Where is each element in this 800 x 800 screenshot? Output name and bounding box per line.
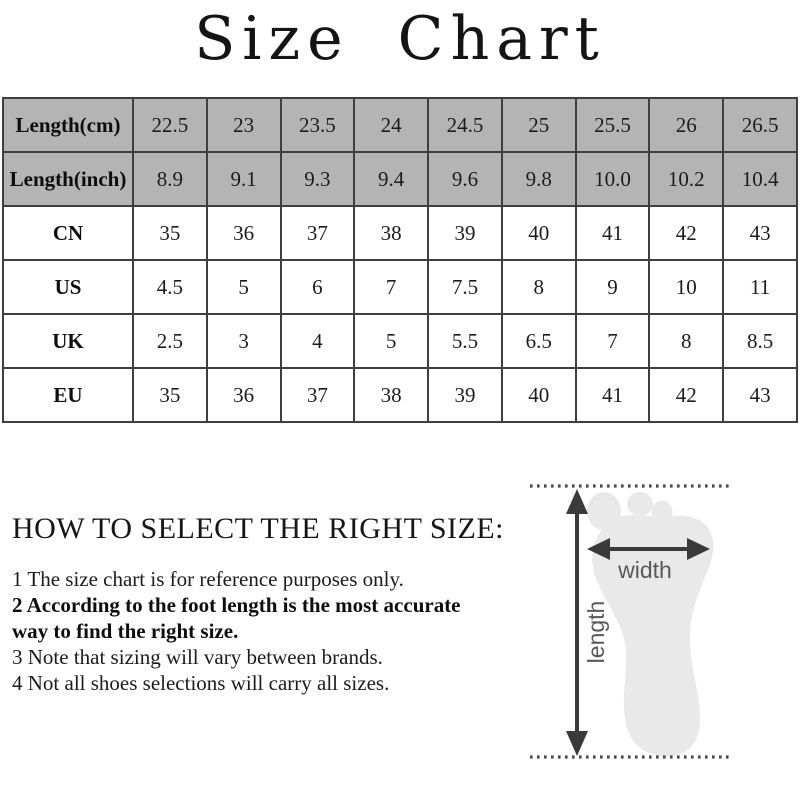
size-value-cell: 2.5 xyxy=(133,314,207,368)
size-value-cell: 43 xyxy=(723,368,797,422)
table-row xyxy=(3,152,797,206)
size-value-cell: 5.5 xyxy=(428,314,502,368)
foot-measure-diagram xyxy=(520,470,800,790)
size-value-cell: 9.6 xyxy=(428,152,502,206)
page-title: Size Chart xyxy=(194,4,606,74)
note-item: 1 The size chart is for reference purposes only. xyxy=(12,567,404,591)
size-value-cell: 10.4 xyxy=(723,152,797,206)
table-row xyxy=(3,98,797,152)
size-value-cell: 39 xyxy=(428,368,502,422)
size-value-cell: 37 xyxy=(281,206,355,260)
size-value-cell: 9 xyxy=(576,260,650,314)
notes-list xyxy=(12,566,464,696)
size-value-cell: 6.5 xyxy=(502,314,576,368)
size-value-cell: 4.5 xyxy=(133,260,207,314)
note-item: 3 Note that sizing will vary between brands. xyxy=(12,645,383,669)
size-value-cell: 39 xyxy=(428,206,502,260)
size-value-cell: 7 xyxy=(354,260,428,314)
size-table xyxy=(2,97,798,423)
size-value-cell: 38 xyxy=(354,206,428,260)
size-value-cell: 25.5 xyxy=(576,98,650,152)
row-label: Length(inch) xyxy=(3,152,133,206)
size-value-cell: 42 xyxy=(649,206,723,260)
size-value-cell: 22.5 xyxy=(133,98,207,152)
guide-section xyxy=(12,512,505,696)
width-label: width xyxy=(618,557,672,583)
size-value-cell: 8.9 xyxy=(133,152,207,206)
row-label: UK xyxy=(3,314,133,368)
size-value-cell: 40 xyxy=(502,206,576,260)
size-value-cell: 42 xyxy=(649,368,723,422)
size-value-cell: 9.8 xyxy=(502,152,576,206)
size-value-cell: 43 xyxy=(723,206,797,260)
size-value-cell: 23.5 xyxy=(281,98,355,152)
size-value-cell: 10.0 xyxy=(576,152,650,206)
size-value-cell: 8 xyxy=(502,260,576,314)
size-value-cell: 26 xyxy=(649,98,723,152)
size-value-cell: 40 xyxy=(502,368,576,422)
size-value-cell: 10 xyxy=(649,260,723,314)
size-value-cell: 41 xyxy=(576,206,650,260)
size-value-cell: 36 xyxy=(207,368,281,422)
length-label: length xyxy=(583,600,609,664)
note-item: 4 Not all shoes selections will carry all sizes. xyxy=(12,671,390,695)
row-label: Length(cm) xyxy=(3,98,133,152)
size-value-cell: 35 xyxy=(133,368,207,422)
size-value-cell: 23 xyxy=(207,98,281,152)
table-row xyxy=(3,368,797,422)
note-item: 2 According to the foot length is the most accurate way to find the right size. xyxy=(12,593,461,643)
table-row xyxy=(3,260,797,314)
size-value-cell: 38 xyxy=(354,368,428,422)
row-label: EU xyxy=(3,368,133,422)
size-value-cell: 5 xyxy=(207,260,281,314)
size-value-cell: 24.5 xyxy=(428,98,502,152)
size-value-cell: 7 xyxy=(576,314,650,368)
size-value-cell: 11 xyxy=(723,260,797,314)
size-value-cell: 24 xyxy=(354,98,428,152)
size-value-cell: 6 xyxy=(281,260,355,314)
size-value-cell: 3 xyxy=(207,314,281,368)
guide-heading: HOW TO SELECT THE RIGHT SIZE: xyxy=(12,512,505,545)
size-value-cell: 9.3 xyxy=(281,152,355,206)
size-value-cell: 9.4 xyxy=(354,152,428,206)
row-label: CN xyxy=(3,206,133,260)
size-value-cell: 4 xyxy=(281,314,355,368)
size-value-cell: 8 xyxy=(649,314,723,368)
size-value-cell: 10.2 xyxy=(649,152,723,206)
table-row xyxy=(3,206,797,260)
size-value-cell: 41 xyxy=(576,368,650,422)
size-value-cell: 36 xyxy=(207,206,281,260)
size-value-cell: 7.5 xyxy=(428,260,502,314)
size-table-body xyxy=(3,98,797,422)
size-value-cell: 37 xyxy=(281,368,355,422)
table-row xyxy=(3,314,797,368)
row-label: US xyxy=(3,260,133,314)
size-value-cell: 25 xyxy=(502,98,576,152)
size-value-cell: 35 xyxy=(133,206,207,260)
size-value-cell: 26.5 xyxy=(723,98,797,152)
size-value-cell: 9.1 xyxy=(207,152,281,206)
size-value-cell: 5 xyxy=(354,314,428,368)
size-value-cell: 8.5 xyxy=(723,314,797,368)
